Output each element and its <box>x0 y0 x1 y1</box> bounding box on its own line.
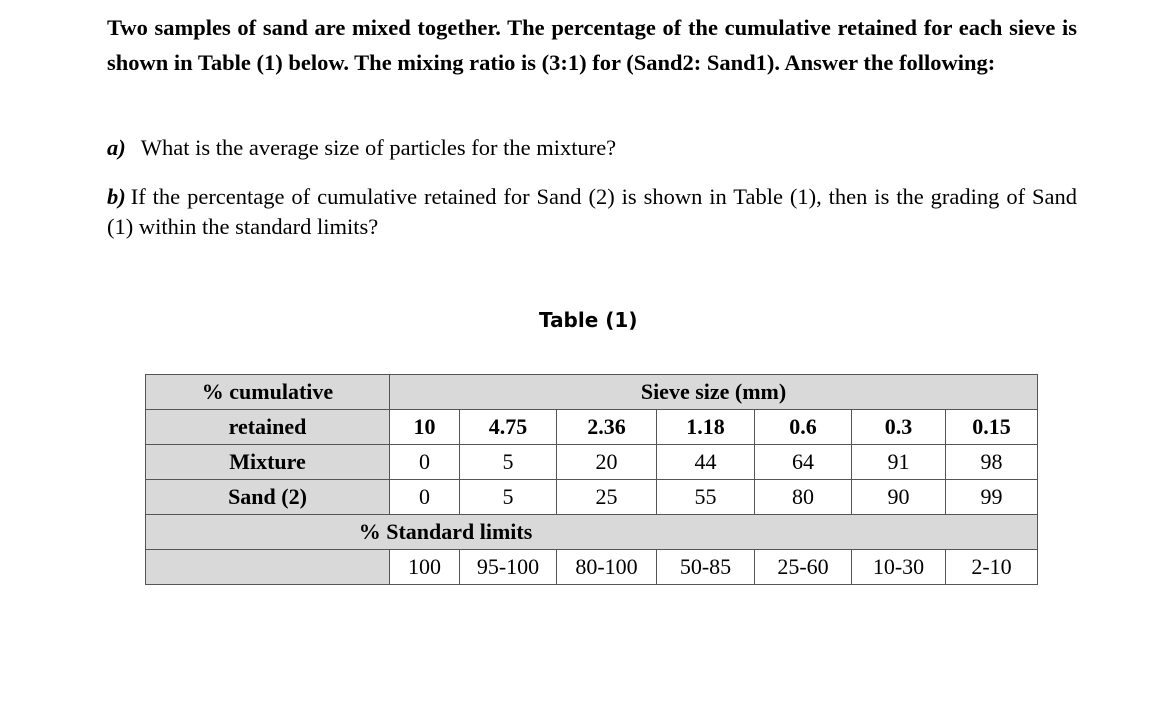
standard-limits-title: % Standard limits <box>358 519 533 544</box>
limit-cell: 100 <box>390 550 460 585</box>
problem-statement: Two samples of sand are mixed together. The percentage of the cumulative retained for each sieve is shown in Table (1) below. The mixing ratio is (3:1) for (Sand2: Sand1). Answer the following: <box>107 15 1077 75</box>
row-header-line-2: retained <box>146 410 390 445</box>
table-cell: 5 <box>460 480 557 515</box>
question-b-label: b) <box>107 184 126 209</box>
table-header-row-1 <box>146 375 1038 410</box>
table-cell: 99 <box>946 480 1038 515</box>
sieve-table <box>145 374 1038 585</box>
sieve-cell: 2.36 <box>557 410 657 445</box>
table-cell: 98 <box>946 445 1038 480</box>
table-cell: 0 <box>390 480 460 515</box>
sieve-cell: 1.18 <box>657 410 755 445</box>
sieve-cell: 0.3 <box>852 410 946 445</box>
sieve-size-header: Sieve size (mm) <box>390 375 1038 410</box>
table-row <box>146 480 1038 515</box>
table-row <box>146 445 1038 480</box>
standard-limits-header <box>146 515 1038 550</box>
question-b-text: If the percentage of cumulative retained for Sand (2) is shown in Table (1), then is the grading of Sand (1) within the standard limits? <box>107 184 1077 239</box>
question-b <box>107 182 1077 242</box>
table-header-row-2 <box>146 410 1038 445</box>
limit-cell: 2-10 <box>946 550 1038 585</box>
sieve-cell: 4.75 <box>460 410 557 445</box>
question-a <box>107 133 1077 163</box>
limit-cell: 95-100 <box>460 550 557 585</box>
limit-cell: 80-100 <box>557 550 657 585</box>
standard-limits-header-row <box>146 515 1038 550</box>
row-label-sand-2: Sand (2) <box>146 480 390 515</box>
question-a-label: a) <box>107 135 126 160</box>
sieve-cell: 0.6 <box>755 410 852 445</box>
sieve-cell: 0.15 <box>946 410 1038 445</box>
standard-limits-row <box>146 550 1038 585</box>
table-cell: 5 <box>460 445 557 480</box>
table-cell: 90 <box>852 480 946 515</box>
row-label-mixture: Mixture <box>146 445 390 480</box>
table-cell: 91 <box>852 445 946 480</box>
table-cell: 25 <box>557 480 657 515</box>
table-cell: 0 <box>390 445 460 480</box>
table-cell: 44 <box>657 445 755 480</box>
table-cell: 80 <box>755 480 852 515</box>
sieve-cell: 10 <box>390 410 460 445</box>
question-a-text: What is the average size of particles for the mixture? <box>140 135 617 160</box>
table-cell: 20 <box>557 445 657 480</box>
limit-cell: 10-30 <box>852 550 946 585</box>
limit-cell: 50-85 <box>657 550 755 585</box>
row-header-line-1: % cumulative <box>146 375 390 410</box>
table-cell: 64 <box>755 445 852 480</box>
limit-cell: 25-60 <box>755 550 852 585</box>
limits-empty-cell <box>146 550 390 585</box>
table-caption: Table (1) <box>539 308 638 332</box>
table-cell: 55 <box>657 480 755 515</box>
